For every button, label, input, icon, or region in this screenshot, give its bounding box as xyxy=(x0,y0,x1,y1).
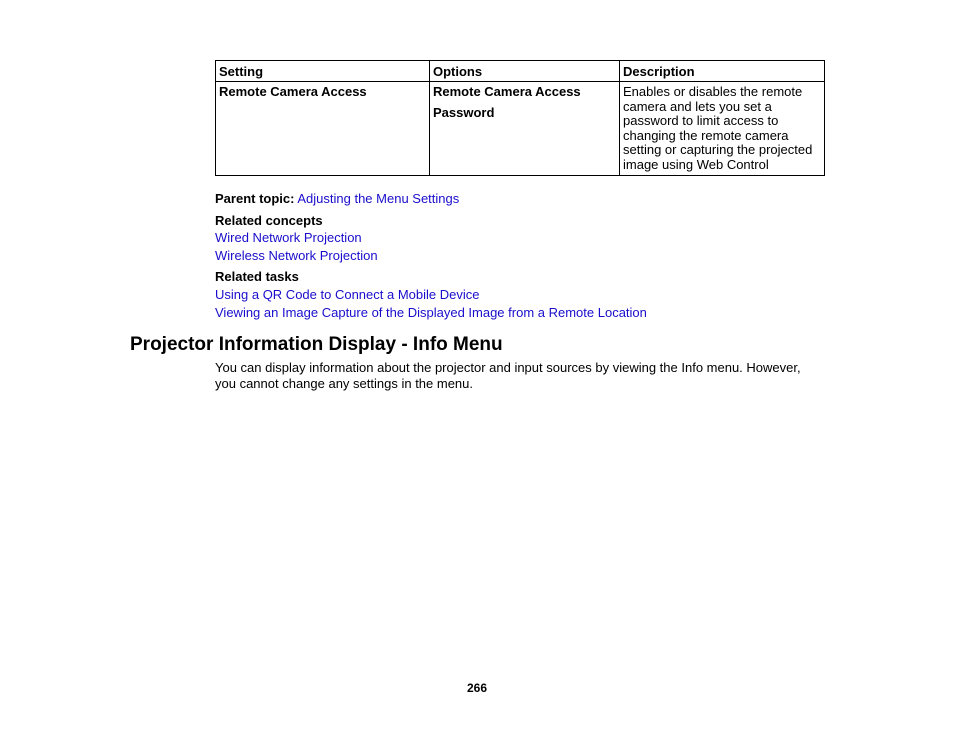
description-text: Enables or disables the remote camera and lets you set a password to limit access to changing the remote camera setting or capturing the projected image using Web Control xyxy=(623,84,813,172)
link-wired-network-projection[interactable]: Wired Network Projection xyxy=(215,230,362,245)
cell-setting: Remote Camera Access xyxy=(216,82,430,176)
header-setting: Setting xyxy=(216,61,430,82)
page-number: 266 xyxy=(466,681,488,695)
section-title: Projector Information Display - Info Menu xyxy=(130,334,503,355)
link-qr-code-connect[interactable]: Using a QR Code to Connect a Mobile Device xyxy=(215,287,480,302)
option-item: Remote Camera Access xyxy=(433,84,581,99)
header-options: Options xyxy=(430,61,620,82)
parent-topic-label: Parent topic: xyxy=(215,191,295,206)
parent-topic xyxy=(215,191,459,206)
parent-topic-link[interactable]: Adjusting the Menu Settings xyxy=(297,191,460,206)
related-concepts-heading: Related concepts xyxy=(215,213,323,228)
related-tasks xyxy=(215,269,647,320)
related-concepts xyxy=(215,213,378,263)
link-view-image-capture[interactable]: Viewing an Image Capture of the Displayed Image from a Remote Location xyxy=(215,305,647,320)
settings-table xyxy=(215,60,825,176)
cell-options xyxy=(430,82,620,176)
header-description: Description xyxy=(620,61,825,82)
option-item: Password xyxy=(433,104,495,120)
cell-description xyxy=(620,82,825,176)
section-body: You can display information about the projector and input sources by viewing the Info menu. However, you cannot change any settings in the menu. xyxy=(215,360,801,391)
related-tasks-heading: Related tasks xyxy=(215,269,299,284)
table-row xyxy=(216,82,825,176)
link-wireless-network-projection[interactable]: Wireless Network Projection xyxy=(215,248,378,263)
table-header-row xyxy=(216,61,825,82)
